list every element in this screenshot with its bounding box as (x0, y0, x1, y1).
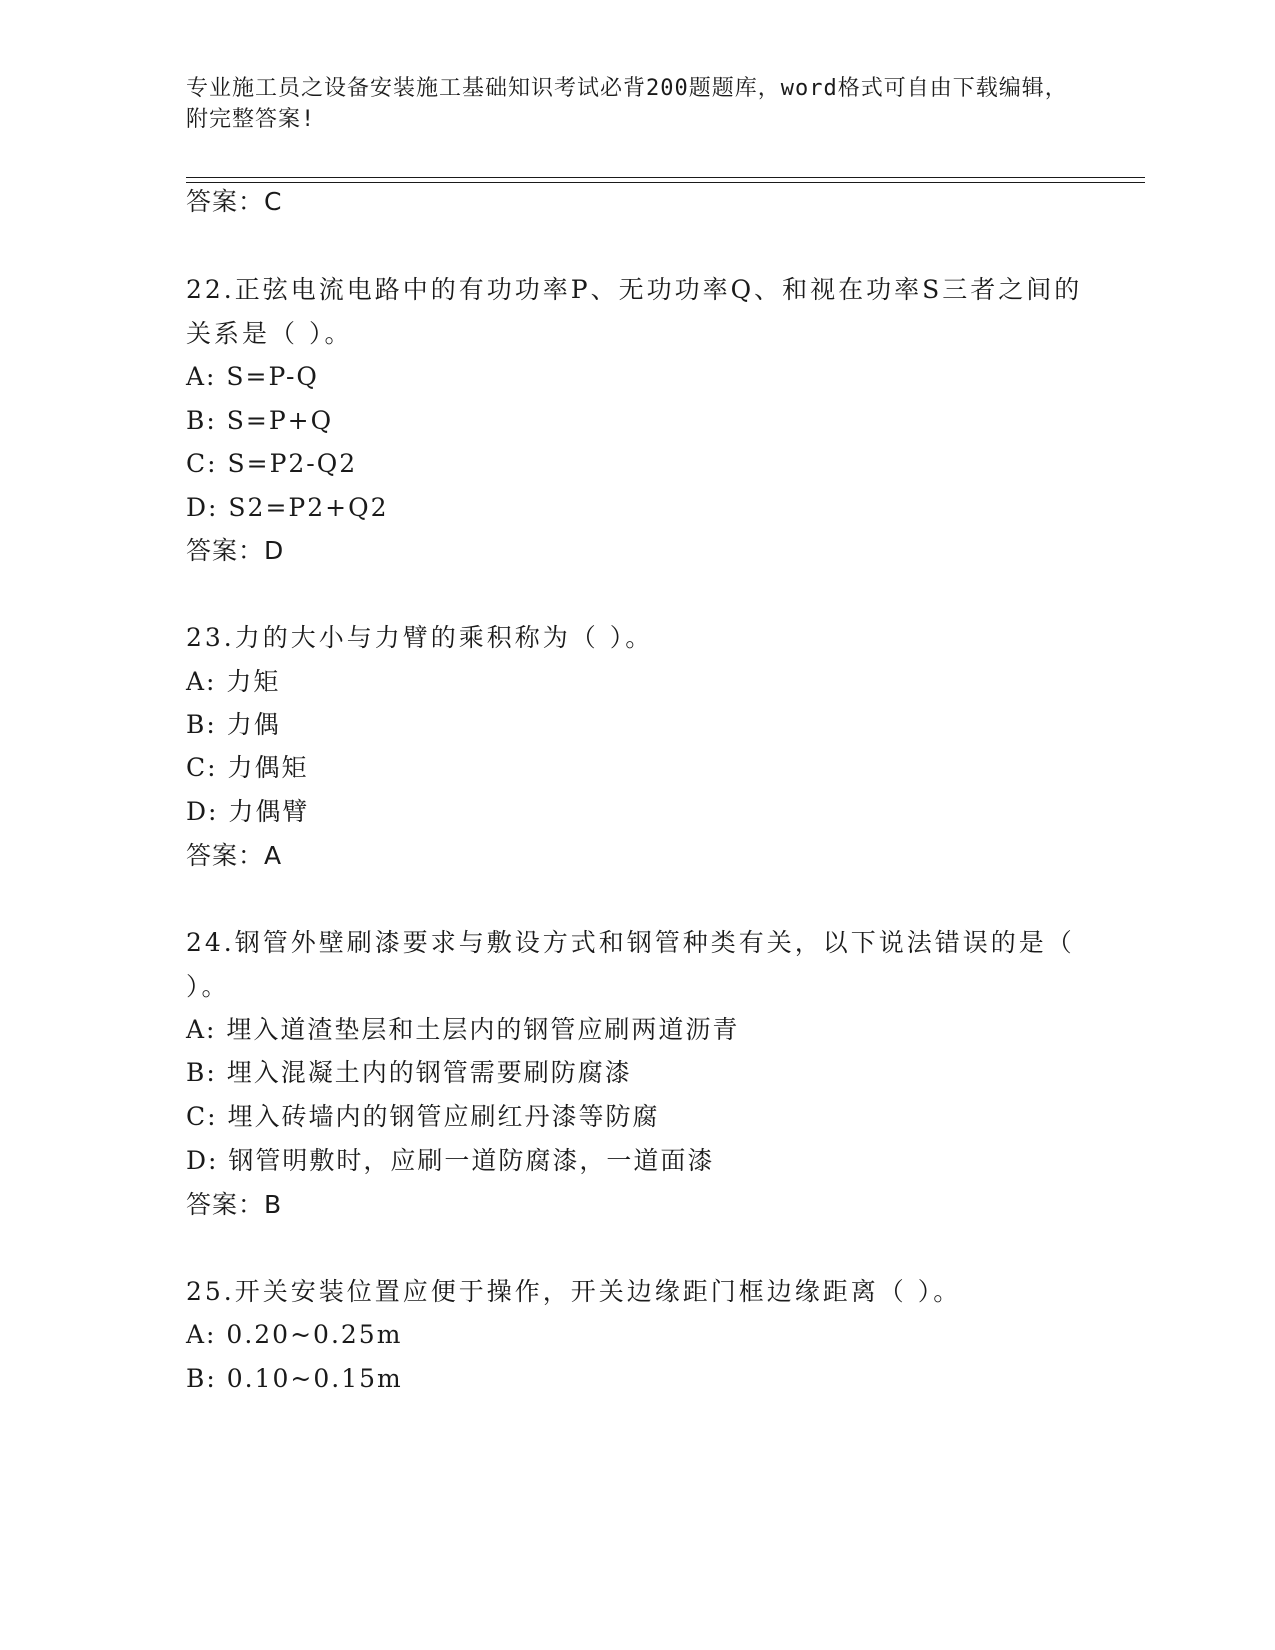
option-b: B: 埋入混凝土内的钢管需要刷防腐漆 (186, 1058, 632, 1087)
option-a: A: 埋入道渣垫层和土层内的钢管应刷两道沥青 (186, 1015, 740, 1044)
option-b: B: 力偶 (186, 710, 281, 739)
option-d: D: 钢管明敷时，应刷一道防腐漆，一道面漆 (186, 1146, 715, 1175)
header-divider-top (186, 177, 1145, 178)
option-c: C: 埋入砖墙内的钢管应刷红丹漆等防腐 (186, 1102, 660, 1131)
option-b: B: 0.10~0.15m (186, 1364, 403, 1393)
option-c: C: S=P2-Q2 (186, 449, 358, 478)
answer-label: 答案：D (186, 536, 285, 565)
question-stem: 25.开关安装位置应便于操作，开关边缘距门框边缘距离（ ）。 (186, 1277, 962, 1306)
option-a: A: 0.20~0.25m (186, 1320, 403, 1349)
question-stem: 23.力的大小与力臂的乘积称为（ ）。 (186, 623, 654, 652)
answer-label: 答案：A (186, 841, 283, 870)
option-a: A: 力矩 (186, 667, 281, 696)
answer-label: 答案：B (186, 1190, 283, 1219)
question-stem: 22.正弦电流电路中的有功功率P、无功功率Q、和视在功率S三者之间的关系是（ ）。 (186, 275, 1083, 348)
option-d: D: S2=P2+Q2 (186, 493, 389, 522)
option-d: D: 力偶臂 (186, 797, 310, 826)
header-divider-bottom (186, 182, 1145, 183)
question-stem: 24.钢管外壁刷漆要求与敷设方式和钢管种类有关，以下说法错误的是（ ）。 (186, 928, 1075, 1001)
document-header: 专业施工员之设备安装施工基础知识考试必背200题题库，word格式可自由下载编辑，附完整答案! (186, 76, 1068, 132)
answer-label: 答案：C (186, 187, 283, 216)
option-c: C: 力偶矩 (186, 753, 309, 782)
option-a: A: S=P-Q (186, 362, 319, 391)
option-b: B: S=P+Q (186, 406, 334, 435)
